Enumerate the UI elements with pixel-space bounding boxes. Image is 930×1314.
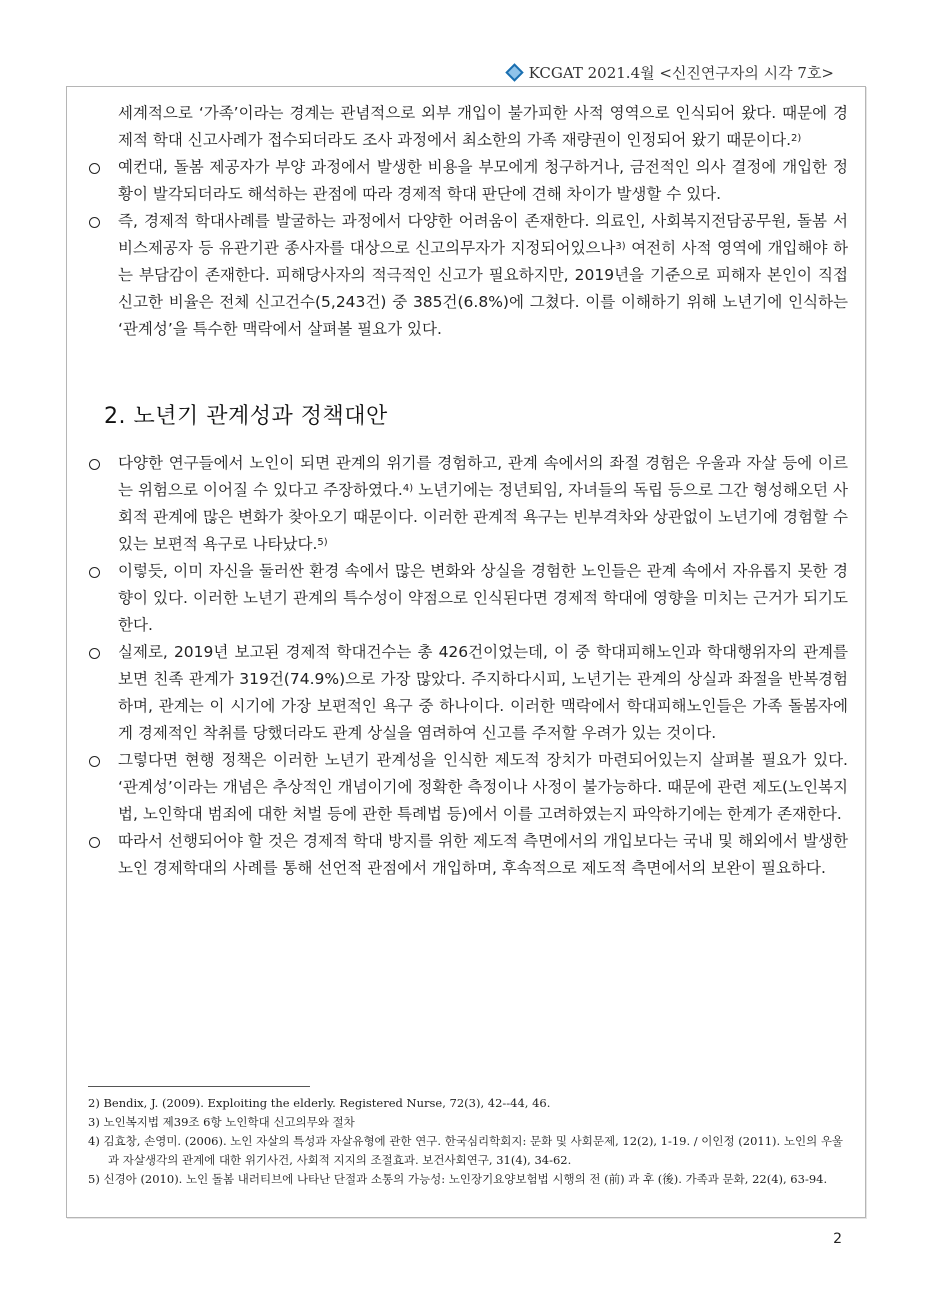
circle-bullet-icon [89, 837, 100, 848]
footnote-ref[interactable]: 3) [615, 241, 626, 252]
footnote: 3) 노인복지법 제39조 6항 노인학대 신고의무와 절차 [88, 1115, 355, 1129]
header-text: KCGAT 2021.4월 <신진연구자의 시각 7호> [528, 64, 834, 82]
footnote-divider [88, 1086, 310, 1087]
intro-text: 세계적으로 ‘가족’이라는 경계는 관념적으로 외부 개입이 불가피한 사적 영역으로 인식되어 왔다. 때문에 경제적 학대 신고사례가 접수되더라도 조사 과정에서 최소한의 가족 재량권이 인정되어 왔기 때문이다. [118, 104, 848, 149]
list-item-text: 따라서 선행되어야 할 것은 경제적 학대 방지를 위한 제도적 측면에서의 개입보다는 국내 및 해외에서 발생한 노인 경제학대의 사례를 통해 선언적 관점에서 개입하며, 후속적으로 제도적 측면에서의 보완이 필요하다. [118, 832, 848, 877]
circle-bullet-icon [89, 648, 100, 659]
list-item [88, 747, 848, 828]
circle-bullet-icon [89, 756, 100, 767]
list-item [88, 450, 848, 558]
running-header [508, 62, 834, 83]
section-title: 2. 노년기 관계성과 정책대안 [104, 404, 388, 429]
page-number: 2 [833, 1231, 842, 1247]
circle-bullet-icon [89, 459, 100, 470]
list-item-text: 이렇듯, 이미 자신을 둘러싼 환경 속에서 많은 변화와 상실을 경험한 노인들은 관계 속에서 자유롭지 못한 경향이 있다. 이러한 노년기 관계의 특수성이 약점으로 인식된다면 경제적 학대에 영향을 미치는 근거가 되기도 한다. [118, 562, 848, 634]
list-item [88, 558, 848, 639]
intro-paragraph [88, 100, 848, 154]
footnote: 4) 김효창, 손영미. (2006). 노인 자살의 특성과 자살유형에 관한 연구. 한국심리학회지: 문화 및 사회문제, 12(2), 1-19. / 이인정 (2011). 노인의 우울과 자살생각의 관계에 대한 위기사건, 사회적 지지의 조절효과. 보건사회연구, 31(4), 34-62. [88, 1134, 844, 1167]
footnote: 2) Bendix, J. (2009). Exploiting the elderly. Registered Nurse, 72(3), 42--44, 46. [88, 1096, 551, 1110]
circle-bullet-icon [89, 163, 100, 174]
footnotes [88, 1094, 844, 1189]
list-item [88, 208, 848, 343]
list-item-text: 즉, 경제적 학대사례를 발굴하는 과정에서 다양한 어려움이 존재한다. 의료인, 사회복지전담공무원, 돌봄 서비스제공자 등 유관기관 종사자를 대상으로 신고의무자가 지정되어있으나 [118, 212, 848, 257]
footnote-ref[interactable]: 2) [791, 133, 802, 144]
list-item-text: 실제로, 2019년 보고된 경제적 학대건수는 총 426건이었는데, 이 중 학대피해노인과 학대행위자의 관계를 보면 친족 관계가 319건(74.9%)으로 가장 많았다. 주지하다시피, 노년기는 관계의 상실과 좌절을 반복경험하며, 관계는 이 시기에 가장 보편적인 욕구 중 하나이다. 이러한 맥락에서 학대피해노인들은 가족 돌봄자에게 경제적인 착취를 당했더라도 관계 상실을 염려하여 신고를 주저할 우려가 있는 것이다. [118, 643, 848, 742]
diamond-icon [505, 63, 523, 81]
main-content [88, 100, 848, 882]
list-item-text: 예컨대, 돌봄 제공자가 부양 과정에서 발생한 비용을 부모에게 청구하거나, 금전적인 의사 결정에 개입한 정황이 발각되더라도 해석하는 관점에 따라 경제적 학대 판단에 견해 차이가 발생할 수 있다. [118, 158, 848, 203]
list-item-text: 다양한 연구들에서 노인이 되면 관계의 위기를 경험하고, 관계 속에서의 좌절 경험은 우울과 자살 등에 이르는 위험으로 이어질 수 있다고 주장하였다. [118, 454, 848, 499]
footnote-ref[interactable]: 5) [317, 537, 328, 548]
footnote: 5) 신경아 (2010). 노인 돌봄 내러티브에 나타난 단절과 소통의 가능성: 노인장기요양보험법 시행의 전 (前) 과 후 (後). 가족과 문화, 22(4), 63-94. [88, 1172, 828, 1186]
circle-bullet-icon [89, 567, 100, 578]
footnote-ref[interactable]: 4) [402, 483, 414, 494]
circle-bullet-icon [89, 217, 100, 228]
list-item-text: 여전히 사적 영역에 개입해야 하는 부담감이 존재한다. 피해당사자의 적극적인 신고가 필요하지만, 2019년을 기준으로 피해자 본인이 직접 신고한 비율은 전체 신고건수(5,243건) 중 385건(6.8%)에 그쳤다. 이를 이해하기 위해 노년기에 인식하는 ‘관계성’을 특수한 맥락에서 살펴볼 필요가 있다. [118, 239, 848, 338]
list-item [88, 639, 848, 747]
list-item [88, 828, 848, 882]
list-item-text: 그렇다면 현행 정책은 이러한 노년기 관계성을 인식한 제도적 장치가 마련되어있는지 살펴볼 필요가 있다. ‘관계성’이라는 개념은 추상적인 개념이기에 정확한 측정이나 사정이 불가능하다. 때문에 관련 제도(노인복지법, 노인학대 범죄에 대한 처벌 등에 관한 특례법 등)에서 이를 고려하였는지 파악하기에는 한계가 존재한다. [118, 751, 848, 823]
list-item [88, 154, 848, 208]
list-item-text: 노년기에는 정년퇴임, 자녀들의 독립 등으로 그간 형성해오던 사회적 관계에 많은 변화가 찾아오기 때문이다. 이러한 관계적 욕구는 빈부격차와 상관없이 노년기에 경험할 수 있는 보편적 욕구로 나타났다. [118, 481, 848, 553]
